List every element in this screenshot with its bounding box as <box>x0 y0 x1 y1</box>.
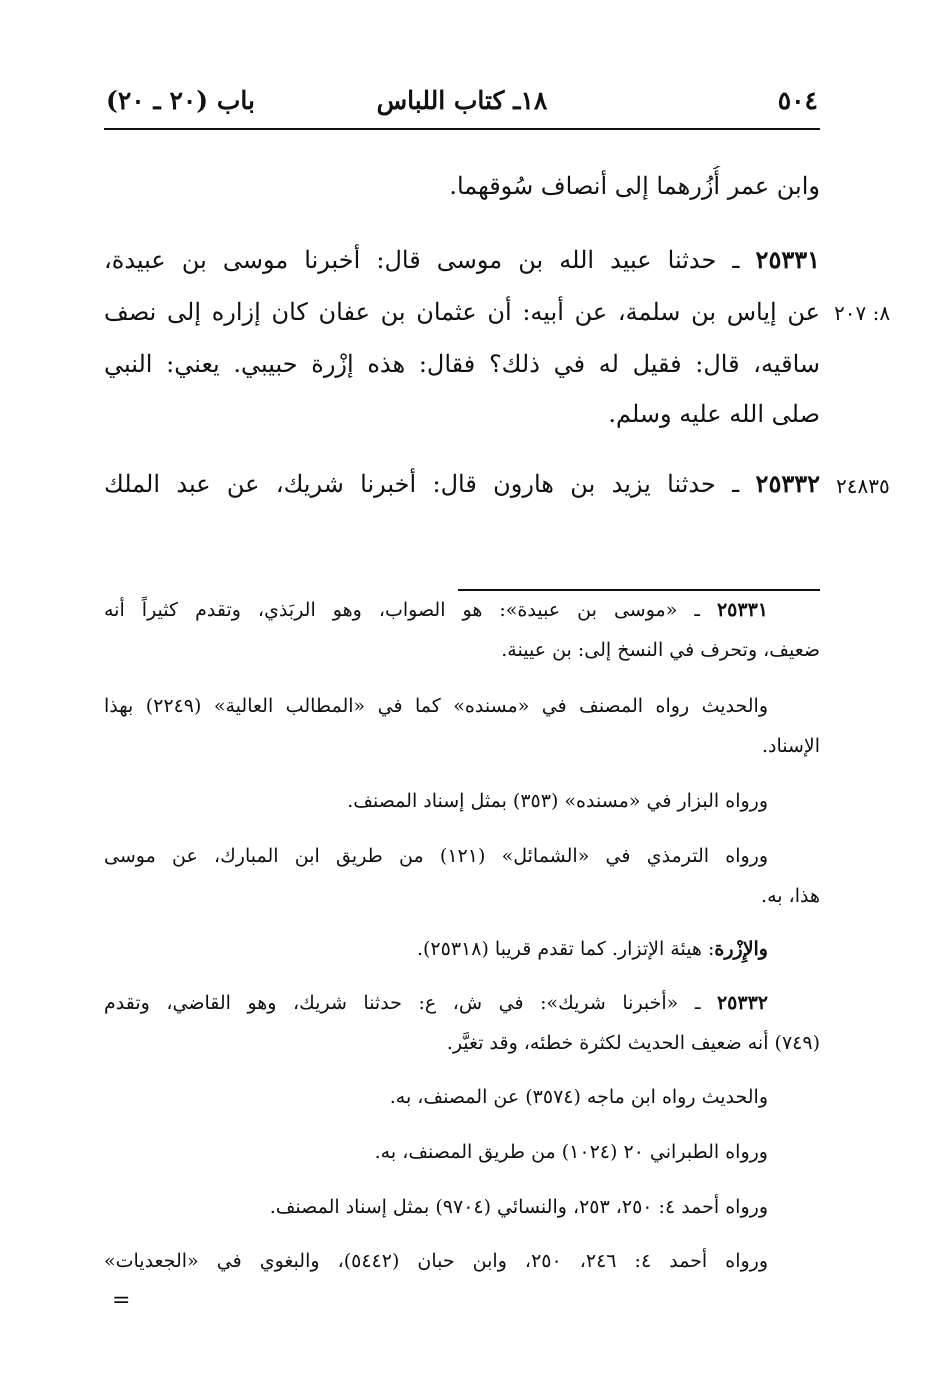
footnote-line: والحديث رواه المصنف في «مسنده» كما في «المطالب العالية» (٢٢٤٩) بهذا <box>104 695 768 717</box>
hadith-text: ـ حدثنا يزيد بن هارون قال: أخبرنا شريك، عن عبد الملك <box>104 470 756 498</box>
footnote-line: ورواه الطبراني ٢٠ (١٠٢٤) من طريق المصنف، به. <box>374 1141 768 1163</box>
main-line: وابن عمر أُزُرهما إلى أنصاف سُوقهما. <box>449 172 820 200</box>
hadith-number: ٢٥٣٣١ <box>755 245 820 274</box>
footnote-text: ـ «أخبرنا شريك»: في ش، ع: حدثنا شريك، وهو القاضي، وتقدم <box>104 992 717 1014</box>
footnote-separator <box>458 589 820 591</box>
hadith-25331-line-1 <box>104 240 820 280</box>
chapter-title: ١٨ـ كتاب اللباس <box>376 86 548 115</box>
hadith-25331-line-4: صلى الله عليه وسلم. <box>608 400 820 428</box>
footnote-line: هذا، به. <box>761 885 820 907</box>
footnote-line <box>104 593 820 627</box>
footnote-line <box>104 986 820 1020</box>
footnote-number: ٢٥٣٣٢ <box>716 992 768 1014</box>
footnote-line: ضعيف، وتحرف في النسخ إلى: بن عيينة. <box>501 639 820 661</box>
continuation-mark: = <box>112 1288 131 1313</box>
footnote-number: ٢٥٣٣١ <box>716 599 768 621</box>
footnote-line: والحديث رواه ابن ماجه (٣٥٧٤) عن المصنف، به. <box>389 1086 768 1108</box>
hadith-number: ٢٥٣٣٢ <box>755 469 820 498</box>
page-header <box>104 84 820 130</box>
page-number: ٥٠٤ <box>777 86 818 115</box>
hadith-25331-line-2: عن إياس بن سلمة، عن أبيه: أن عثمان بن عفان كان إزاره إلى نصف <box>104 298 820 326</box>
hadith-25331-line-3: ساقيه، قال: فقيل له في ذلك؟ فقال: هذه إزْرة حبيبي. يعني: النبي <box>104 350 820 378</box>
defined-term: والإِزْرة <box>714 938 768 960</box>
hadith-25332-line-1 <box>104 464 820 504</box>
footnote-line: ورواه أحمد ٤: ٢٤٦، ٢٥٠، وابن حبان (٥٤٤٢)، والبغوي في «الجعديات» <box>104 1250 769 1272</box>
footnote-line <box>104 932 820 966</box>
footnote-line: ورواه الترمذي في «الشمائل» (١٢١) من طريق ابن المبارك، عن موسى <box>104 845 769 867</box>
footnote-text: : هيئة الإتزار. كما تقدم قريبا (٢٥٣١٨). <box>416 938 715 960</box>
footnote-line: الإسناد. <box>761 735 820 757</box>
section-range: باب (٢٠ ـ ٢٠) <box>106 86 255 115</box>
footnote-line: ورواه البزار في «مسنده» (٣٥٣) بمثل إسناد المصنف. <box>347 790 768 812</box>
footnote-line: ورواه أحمد ٤: ٢٥٠، ٢٥٣، والنسائي (٩٧٠٤) بمثل إسناد المصنف. <box>269 1196 768 1218</box>
hadith-text: ـ حدثنا عبيد الله بن موسى قال: أخبرنا موسى بن عبيدة، <box>104 246 756 274</box>
footnote-line: (٧٤٩) أنه ضعيف الحديث لكثرة خطئه، وقد تغيَّر. <box>446 1032 820 1054</box>
margin-reference: ٨: ٢٠٧ <box>834 301 891 325</box>
footnote-text: ـ «موسى بن عبيدة»: هو الصواب، وهو الربَذي، وتقدم كثيراً أنه <box>104 599 717 621</box>
margin-reference: ٢٤٨٣٥ <box>836 474 890 498</box>
